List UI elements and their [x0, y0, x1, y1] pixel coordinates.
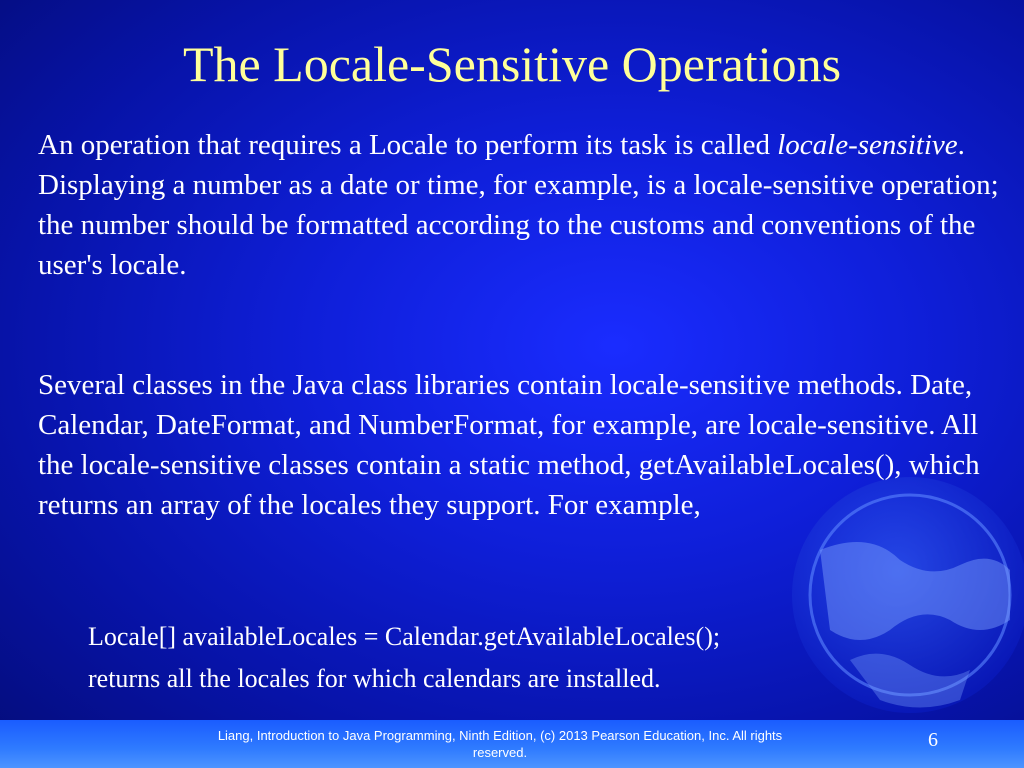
slide-title: The Locale-Sensitive Operations	[182, 36, 842, 92]
paragraph1-rest: . Displaying a number as a date or time, for example, is a locale-sensitive operation; the number should be formatted according to the customs and conventions of the user's locale.	[38, 129, 999, 281]
code-example-line: Locale[] availableLocales = Calendar.getAvailableLocales();	[88, 622, 721, 651]
paragraph-locale-sensitive-classes: Several classes in the Java class libraries contain locale-sensitive methods. Date, Calendar, DateFormat, and NumberFormat, for example, are locale-sensitive. All the locale-sensitive classes contain a static method, getAvailableLocales(), which returns an array of the locales they support. For example,	[38, 369, 980, 521]
paragraph1-emphasis: locale-sensitive	[777, 129, 958, 161]
paragraph-locale-sensitive-definition	[38, 125, 1003, 285]
paragraph1-intro: An operation that requires a Locale to perform its task is called	[38, 129, 778, 161]
page-number: 6	[928, 729, 938, 751]
code-example-description: returns all the locales for which calendars are installed.	[88, 664, 661, 693]
footer-copyright: Liang, Introduction to Java Programming, Ninth Edition, (c) 2013 Pearson Education, Inc. All rights reserved.	[217, 728, 783, 760]
